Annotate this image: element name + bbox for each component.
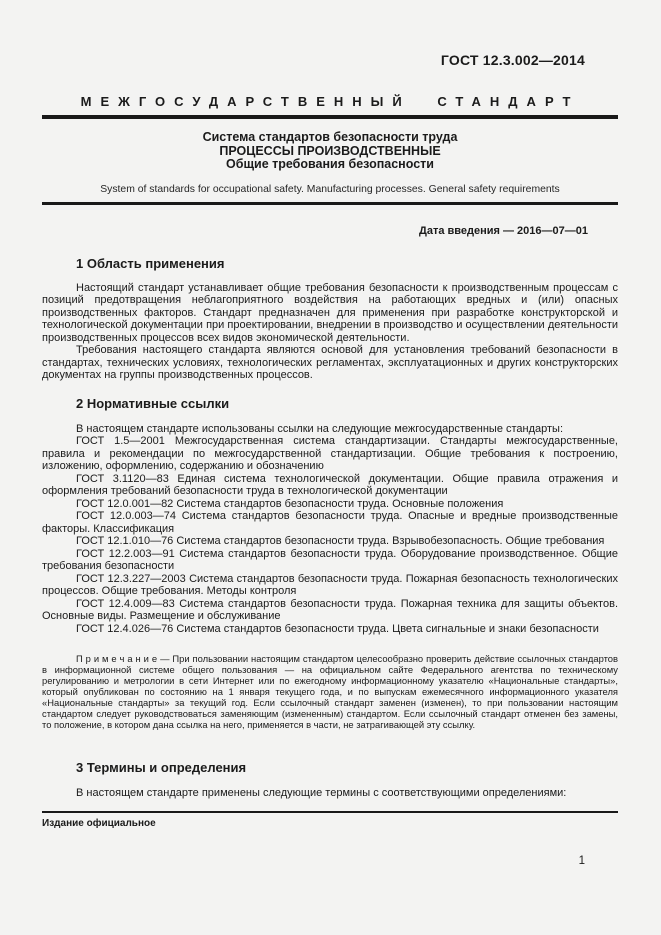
- references-note: [42, 653, 618, 730]
- referenced-standard: ГОСТ 1.5—2001 Межгосударственная система стандартизации. Стандарты межгосударственные, правила и рекомендации по межгосударственной стандартизации. Общие требования к построению, изложению, оформлению, содержанию и обозначению: [42, 435, 618, 472]
- referenced-standard: ГОСТ 12.4.009—83 Система стандартов безопасности труда. Пожарная техника для защиты объектов. Основные виды. Размещение и обслуживание: [42, 597, 618, 622]
- referenced-standard: ГОСТ 12.4.026—76 Система стандартов безопасности труда. Цвета сигнальные и знаки безопасности: [76, 622, 599, 635]
- title-main-line: ПРОЦЕССЫ ПРОИЗВОДСТВЕННЫЕ: [219, 143, 441, 158]
- footer-rule: [42, 811, 618, 813]
- subtitle-divider-rule: [42, 202, 618, 205]
- referenced-standard: ГОСТ 3.1120—83 Единая система технологической документации. Общие правила отражения и оформления требований безопасности труда в технологической документации: [42, 472, 618, 497]
- referenced-standard: ГОСТ 12.3.227—2003 Система стандартов безопасности труда. Пожарная безопасность технологических процессов. Общие требования. Методы контроля: [42, 572, 618, 597]
- section-3-heading: 3 Термины и определения: [76, 760, 247, 775]
- scope-paragraph: Требования настоящего стандарта являются основой для установления требований безопасности в стандартах, технических условиях, технологических регламентах, эксплуатационных и других конструкторских документах на группы производственных процессов.: [42, 344, 618, 381]
- title-system-line: Система стандартов безопасности труда: [202, 130, 458, 144]
- referenced-standard: ГОСТ 12.2.003—91 Система стандартов безопасности труда. Оборудование производственное. Общие требования безопасности: [42, 547, 618, 572]
- banner-divider-rule: [42, 115, 618, 119]
- title-block: [42, 131, 618, 172]
- referenced-standard: ГОСТ 12.0.003—74 Система стандартов безопасности труда. Опасные и вредные производственные факторы. Классификация: [42, 510, 618, 535]
- section-2-heading: 2 Нормативные ссылки: [76, 395, 230, 411]
- section-1-heading: 1 Область применения: [76, 255, 225, 271]
- standard-type-banner: МЕЖГОСУДАРСТВЕННЫЙ СТАНДАРТ: [80, 94, 580, 109]
- title-english: System of standards for occupational safety. Manufacturing processes. General safety requirements: [100, 183, 560, 195]
- referenced-standard: ГОСТ 12.0.001—82 Система стандартов безопасности труда. Основные положения: [76, 497, 504, 510]
- edition-label: Издание официальное: [42, 817, 156, 829]
- title-sub-line: Общие требования безопасности: [226, 157, 434, 171]
- references-intro: В настоящем стандарте использованы ссылки на следующие межгосударственные стандарты:: [76, 422, 564, 435]
- note-label: П р и м е ч а н и е: [76, 653, 158, 664]
- note-text: — При пользовании настоящим стандартом целесообразно проверить действие ссылочных стандартов в информационной системе общего пользования — на официальном сайте Федерального агентства по техническому регулированию и метрологии в сети Интернет или по ежегодному информационному указателю «Национальные стандарты», который опубликован по состоянию на 1 января текущего года, и по выпускам ежемесячного информационного указателя «Национальные стандарты» за текущий год. Если ссылочный стандарт заменен (изменен), то при пользовании настоящим стандартом следует руководствоваться заменяющим (измененным) стандартом. Если ссылочный стандарт отменен без замены, то положение, в котором дана ссылка на него, применяется в части, не затрагивающей эту ссылку.: [42, 653, 618, 730]
- terms-intro: В настоящем стандарте применены следующие термины с соответствующими определениями:: [76, 787, 567, 799]
- referenced-standard: ГОСТ 12.1.010—76 Система стандартов безопасности труда. Взрывобезопасность. Общие требования: [76, 535, 605, 547]
- scope-paragraph: Настоящий стандарт устанавливает общие требования безопасности к производственным процессам с позиций предотвращения неблагоприятного воздействия на работающих вредных и (или) опасных производственных факторов. Стандарт предназначен для применения при разработке конструкторской и технологической документации при проектировании, внедрении в производство и осуществлении деятельности производственных процессов всех видов экономической деятельности.: [42, 281, 618, 344]
- page-number: 1: [578, 855, 585, 867]
- effective-date: Дата введения — 2016—07—01: [419, 224, 588, 237]
- doc-number: ГОСТ 12.3.002—2014: [440, 52, 585, 68]
